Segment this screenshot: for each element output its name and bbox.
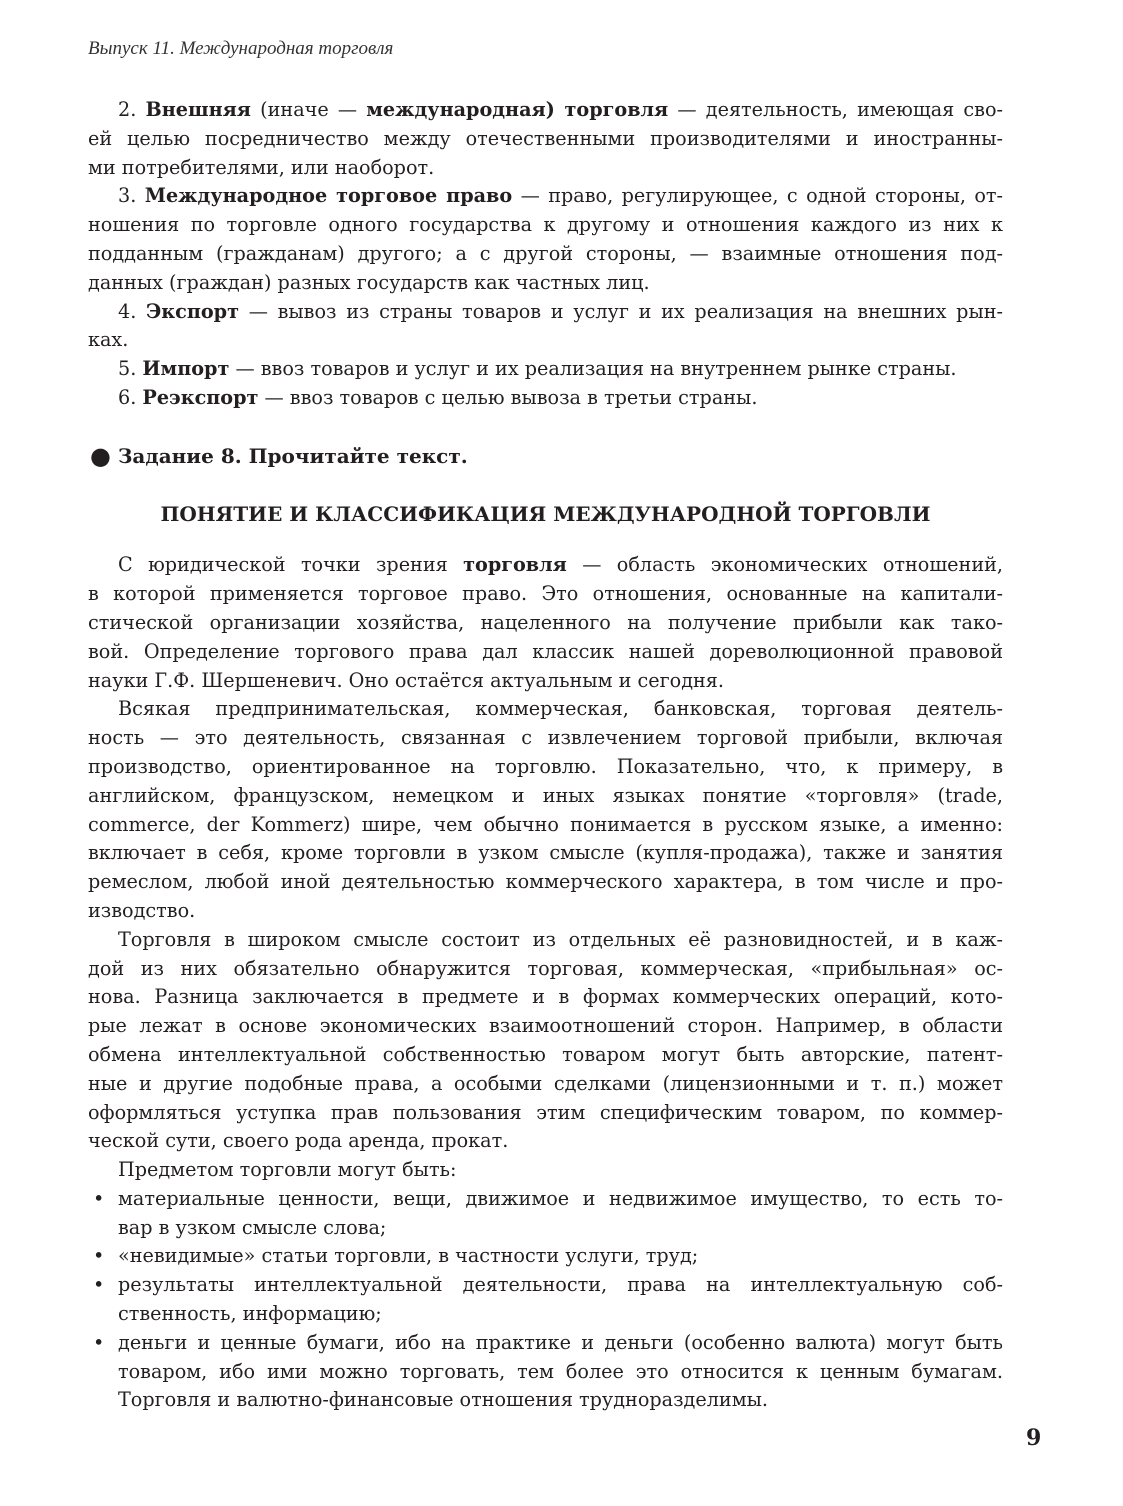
text-line xyxy=(88,269,1003,298)
text-line xyxy=(88,1271,1003,1300)
text-line xyxy=(88,355,1003,384)
text-run: (иначе — xyxy=(250,98,367,121)
text-line xyxy=(88,211,1003,240)
text-line xyxy=(88,753,1003,782)
text-run: нова. Разница заключается в предмете и в формах коммерческих операций, кото- xyxy=(88,985,1003,1009)
section-title: ПОНЯТИЕ И КЛАССИФИКАЦИЯ МЕЖДУНАРОДНОЙ ТОРГОВЛИ xyxy=(160,501,931,526)
page-number: 9 xyxy=(1026,1425,1042,1451)
text-run: включает в себя, кроме торговли в узком смысле (купля-продажа), также и занятия xyxy=(88,841,1003,865)
text-line xyxy=(88,926,1003,955)
text-run: commerce, der Kommerz) шире, чем обычно понимается в русском языке, а именно: xyxy=(88,812,1003,836)
text-line xyxy=(88,811,1003,840)
text-line xyxy=(88,638,1003,667)
bold-term: международная) торговля xyxy=(366,98,669,121)
text-run: изводство. xyxy=(88,898,196,922)
text-run: науки Г.Ф. Шершеневич. Оно остаётся актуальным и сегодня. xyxy=(88,668,725,692)
text-run: ках. xyxy=(88,328,129,352)
task-heading xyxy=(88,442,1003,471)
text-run: стической организации хозяйства, нацеленного на получение прибыли как тако- xyxy=(88,610,1003,634)
bold-term: Реэкспорт xyxy=(142,385,259,409)
text-run: дой из них обязательно обнаружится торговая, коммерческая, «прибыльная» ос- xyxy=(88,956,1003,980)
text-line xyxy=(88,1070,1003,1099)
text-run: ми потребителями, или наоборот. xyxy=(88,155,435,179)
running-header: Выпуск 11. Международная торговля xyxy=(88,38,394,59)
text-line xyxy=(88,1127,1003,1156)
bold-term: торговля xyxy=(463,553,567,577)
text-run: С юридической точки зрения xyxy=(118,553,464,577)
bold-term: Внешняя xyxy=(145,98,251,121)
text-line xyxy=(88,897,1003,926)
text-run: «невидимые» статьи торговли, в частности услуги, труд; xyxy=(118,1244,699,1268)
text-line xyxy=(88,125,1003,154)
text-run: Торговля и валютно-финансовые отношения трудноразделимы. xyxy=(118,1388,768,1412)
text-run: вар в узком смысле слова; xyxy=(118,1215,387,1239)
text-line xyxy=(88,1329,1003,1358)
text-run: ственность, информацию; xyxy=(118,1302,382,1326)
text-run: рые лежат в основе экономических взаимоотношений сторон. Например, в области xyxy=(88,1014,1003,1038)
text-line xyxy=(88,839,1003,868)
text-run: Всякая предпринимательская, коммерческая, банковская, торговая деятель- xyxy=(118,697,1003,721)
text-run: Торговля в широком смысле состоит из отдельных её разновидностей, и в каж- xyxy=(118,927,1003,951)
bullet-icon: • xyxy=(93,1186,105,1210)
text-line xyxy=(88,154,1003,183)
bullet-icon: • xyxy=(93,1244,105,1268)
text-run: товаром, ибо ими можно торговать, тем более это относится к ценным бумагам. xyxy=(118,1359,1003,1383)
text-line xyxy=(88,96,1003,125)
text-line xyxy=(88,782,1003,811)
text-run: ность — это деятельность, связанная с извлечением торговой прибыли, включая xyxy=(88,726,1003,750)
text-line xyxy=(88,1242,1003,1271)
text-run: ношения по торговле одного государства к другому и отношения каждого из них к xyxy=(88,213,1003,237)
bold-term: Экспорт xyxy=(146,299,239,323)
text-run: ей целью посредничество между отечественными производителями и иностранны- xyxy=(88,126,1003,150)
text-line xyxy=(88,1099,1003,1128)
text-run: подданным (гражданам) другого; а с другой стороны, — взаимные отношения под- xyxy=(88,241,1003,265)
text-run: 5. xyxy=(118,357,143,381)
text-run: материальные ценности, вещи, движимое и недвижимое имущество, то есть то- xyxy=(118,1186,1003,1210)
text-run: производство, ориентированное на торговлю. Показательно, что, к примеру, в xyxy=(88,754,1003,778)
text-run: обмена интеллектуальной собственностью товаром могут быть авторские, патент- xyxy=(88,1042,1003,1066)
text-line xyxy=(88,240,1003,269)
text-line xyxy=(88,1156,1003,1185)
bold-term: Импорт xyxy=(142,357,230,381)
text-run: 3. xyxy=(118,184,145,208)
text-line xyxy=(88,1386,1003,1415)
text-run: — ввоз товаров и услуг и их реализация на внутреннем рынке страны. xyxy=(229,357,957,381)
text-run: — вывоз из страны товаров и услуг и их реализация на внешних рын- xyxy=(238,299,1004,323)
bullet-icon: ● xyxy=(90,440,111,470)
definitions-list xyxy=(88,96,1003,413)
bold-term: Международное торговое право xyxy=(144,184,513,208)
text-run: 4. xyxy=(118,299,147,323)
task-text: Задание 8. Прочитайте текст. xyxy=(118,443,468,468)
text-run: данных (граждан) разных государств как частных лиц. xyxy=(88,270,650,294)
text-run: — право, регулирующее, с одной стороны, от- xyxy=(512,184,1003,208)
text-line xyxy=(88,1300,1003,1329)
text-line xyxy=(88,326,1003,355)
text-line xyxy=(88,1214,1003,1243)
text-run: Предметом торговли могут быть: xyxy=(118,1158,457,1182)
text-line xyxy=(88,298,1003,327)
text-run: в которой применяется торговое право. Это отношения, основанные на капитали- xyxy=(88,582,1003,606)
bullet-icon: • xyxy=(93,1330,105,1354)
text-line xyxy=(88,667,1003,696)
text-run: — ввоз товаров с целью вывоза в третьи страны. xyxy=(258,385,758,409)
text-line xyxy=(88,551,1003,580)
text-run: 6. xyxy=(118,385,143,409)
text-line xyxy=(88,384,1003,413)
text-run: деньги и ценные бумаги, ибо на практике и деньги (особенно валюта) могут быть xyxy=(118,1330,1003,1354)
text-run: оформляться уступка прав пользования этим специфическим товаром, по коммер- xyxy=(88,1100,1003,1124)
text-run: 2. xyxy=(118,98,146,121)
text-run: ремеслом, любой иной деятельностью коммерческого характера, в том числе и про- xyxy=(88,870,1003,894)
text-line xyxy=(88,1012,1003,1041)
text-line xyxy=(88,182,1003,211)
text-line xyxy=(88,1041,1003,1070)
text-run: — деятельность, имеющая сво- xyxy=(668,98,1003,121)
text-line xyxy=(88,868,1003,897)
text-run: вой. Определение торгового права дал классик нашей дореволюционной правовой xyxy=(88,639,1003,663)
text-line xyxy=(88,724,1003,753)
text-run: — область экономических отношений, xyxy=(566,553,1003,577)
text-run: английском, французском, немецком и иных языках понятие «торговля» (trade, xyxy=(88,783,1003,807)
page-body xyxy=(88,96,1003,1415)
text-run: результаты интеллектуальной деятельности, права на интеллектуальную соб- xyxy=(118,1273,1003,1297)
text-line xyxy=(88,983,1003,1012)
text-run: ные и другие подобные права, а особыми сделками (лицензионными и т. п.) может xyxy=(88,1071,1003,1095)
text-line xyxy=(88,1185,1003,1214)
text-line xyxy=(88,695,1003,724)
text-line xyxy=(88,1358,1003,1387)
text-line xyxy=(88,609,1003,638)
bullet-icon: • xyxy=(93,1273,105,1297)
text-run: ческой сути, своего рода аренда, прокат. xyxy=(88,1129,509,1153)
text-line xyxy=(88,580,1003,609)
body-text xyxy=(88,551,1003,1415)
text-line xyxy=(88,955,1003,984)
